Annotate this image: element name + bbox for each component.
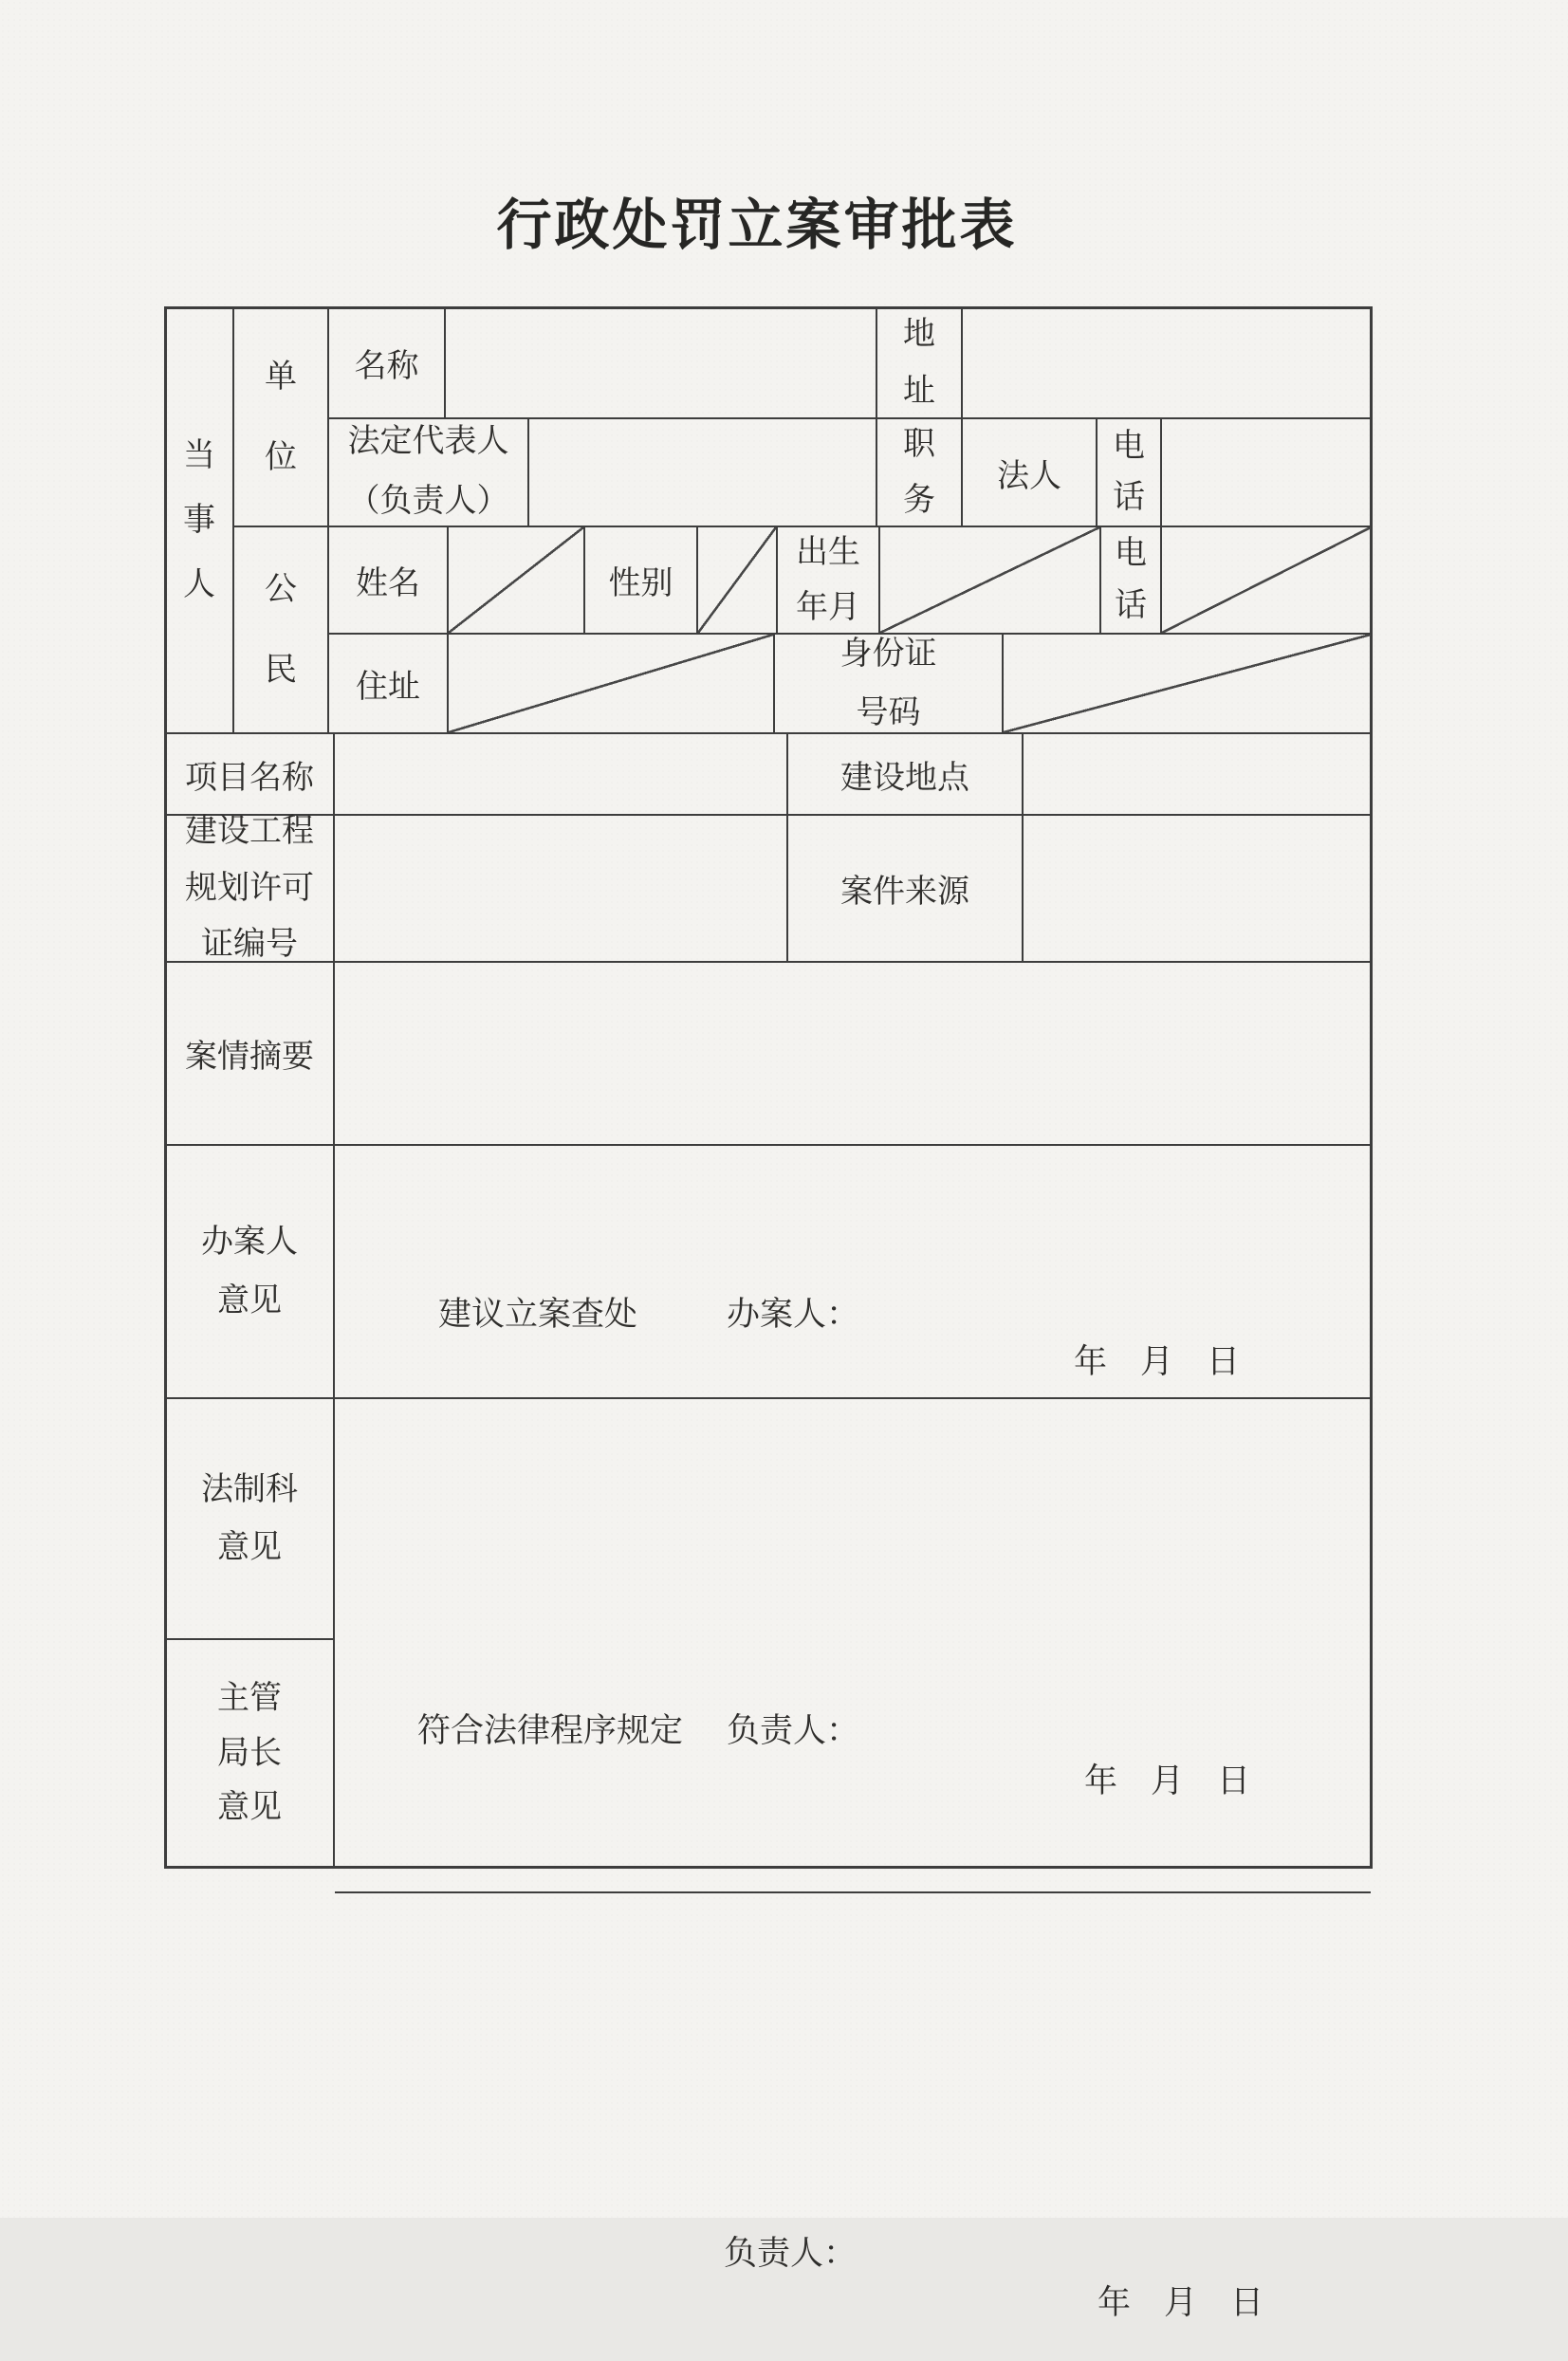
director-signer-label: 负责人： xyxy=(724,2235,858,2272)
crossed-out-cell xyxy=(1004,635,1371,734)
legal-rep-label-cell xyxy=(329,419,529,527)
legal-section-statement: 符合法律程序规定 xyxy=(417,1712,684,1749)
site-value-cell xyxy=(1024,734,1371,816)
permit-number-label: 建设工程规划许可证编号 xyxy=(185,814,314,963)
legal-section-opinion-label-cell xyxy=(166,1399,335,1640)
citizen-phone-label: 电话 xyxy=(1115,536,1147,623)
citizen-section-label: 公民 xyxy=(265,572,297,688)
handler-signer-label: 办案人： xyxy=(727,1296,860,1333)
unit-name-label-cell xyxy=(329,308,446,419)
unit-section-label-cell xyxy=(234,308,329,527)
citizen-gender-label: 性别 xyxy=(608,566,673,601)
citizen-name-label-cell xyxy=(329,527,449,635)
legal-section-signer-label: 负责人： xyxy=(727,1712,860,1749)
handler-opinion-statement: 建议立案查处 xyxy=(438,1296,638,1333)
site-label-cell xyxy=(788,734,1024,816)
case-summary-label-cell xyxy=(166,963,335,1146)
party-label-cell xyxy=(166,308,234,734)
position-value: 法人 xyxy=(997,458,1061,494)
legal-rep-value-cell xyxy=(529,419,877,527)
citizen-residence-label: 住址 xyxy=(356,670,420,705)
permit-number-value-cell xyxy=(335,816,788,963)
case-summary-label: 案情摘要 xyxy=(185,1040,314,1075)
permit-number-label-cell xyxy=(166,816,335,963)
crossed-out-cell xyxy=(880,527,1101,635)
form-title: 行政处罚立案审批表 xyxy=(496,194,1018,256)
case-source-value-cell xyxy=(1024,816,1371,963)
case-source-label: 案件来源 xyxy=(840,875,969,910)
unit-address-label-cell xyxy=(877,308,963,419)
case-summary-value-cell xyxy=(335,963,1371,1146)
unit-name-value-cell xyxy=(446,308,877,419)
unit-address-label: 地址 xyxy=(903,317,935,409)
legal-section-opinion-label: 法制科意见 xyxy=(201,1471,298,1565)
director-opinion-label: 主管局长意见 xyxy=(217,1680,282,1826)
director-opinion-content-cell xyxy=(335,2134,1371,2361)
citizen-phone-label-cell xyxy=(1101,527,1162,635)
unit-phone-label-cell xyxy=(1098,419,1162,527)
citizen-name-label: 姓名 xyxy=(356,566,420,601)
position-label: 职务 xyxy=(903,426,935,518)
party-label: 当事人 xyxy=(183,437,215,602)
citizen-gender-label-cell xyxy=(585,527,698,635)
position-value-cell xyxy=(963,419,1098,527)
handler-opinion-label-cell xyxy=(166,1146,335,1399)
citizen-birth-label-cell xyxy=(778,527,880,635)
citizen-id-label: 身份证号码 xyxy=(839,636,937,730)
approval-form-table xyxy=(166,308,1371,2321)
unit-section-label: 单位 xyxy=(265,359,297,475)
crossed-out-cell xyxy=(449,527,585,635)
unit-phone-value-cell xyxy=(1162,419,1371,527)
citizen-id-label-cell xyxy=(775,635,1004,734)
legal-rep-label: 法定代表人（负责人） xyxy=(347,424,509,519)
project-name-label: 项目名称 xyxy=(185,760,314,796)
unit-address-value-cell xyxy=(963,308,1371,419)
citizen-section-label-cell xyxy=(234,527,329,734)
crossed-out-cell xyxy=(698,527,778,635)
legal-section-opinion-content-cell xyxy=(335,1652,1371,1893)
position-label-cell xyxy=(877,419,963,527)
crossed-out-cell xyxy=(449,635,775,734)
unit-phone-label: 电话 xyxy=(1113,428,1145,515)
director-date-line: 年 月 日 xyxy=(1098,2284,1264,2321)
unit-name-label: 名称 xyxy=(354,349,419,384)
site-label: 建设地点 xyxy=(840,760,969,796)
handler-opinion-content-cell xyxy=(335,1146,1371,1399)
legal-section-date-line: 年 月 日 xyxy=(1084,1762,1251,1799)
handler-date-line: 年 月 日 xyxy=(1074,1343,1241,1380)
project-name-value-cell xyxy=(335,734,788,816)
citizen-birth-label: 出生年月 xyxy=(796,534,860,625)
citizen-residence-label-cell xyxy=(329,635,449,734)
case-source-label-cell xyxy=(788,816,1024,963)
crossed-out-cell xyxy=(1162,527,1371,635)
director-opinion-label-cell xyxy=(166,1640,335,1867)
handler-opinion-label: 办案人意见 xyxy=(201,1225,298,1319)
